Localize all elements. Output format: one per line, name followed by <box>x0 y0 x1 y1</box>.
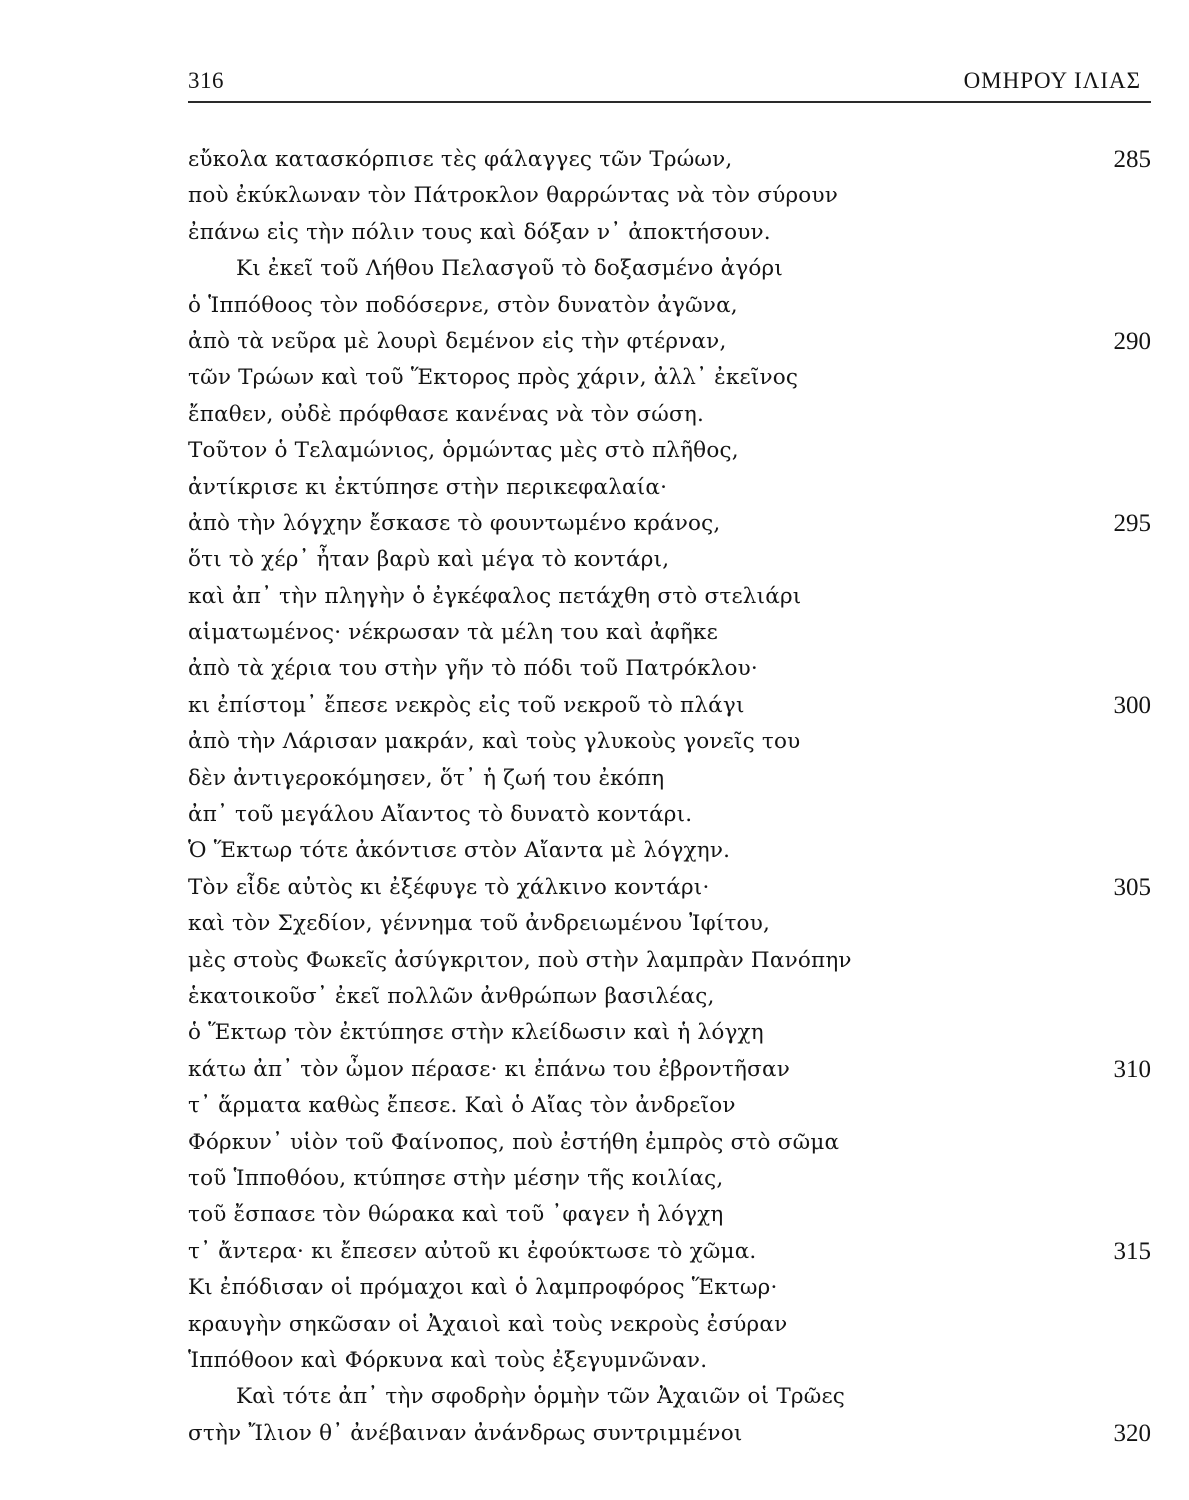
verse-text: Φόρκυν᾽ υἱὸν τοῦ Φαίνοπος, ποὺ ἐστήθη ἐμπρὸς στὸ σῶμα <box>188 1129 840 1155</box>
verse-text: Κι ἐκεῖ τοῦ Λήθου Πελασγοῦ τὸ δοξασμένο ἀγόρι <box>236 256 783 282</box>
verse-text: τοῦ Ἱπποθόου, κτύπησε στὴν μέσην τῆς κοιλίας, <box>188 1165 724 1191</box>
verse-line <box>188 651 1151 687</box>
verse-text: ὁ Ἱππόθοος τὸν ποδόσερνε, στὸν δυνατὸν ἀγῶνα, <box>188 292 738 318</box>
running-title: ΟΜΗΡΟΥ ΙΛΙΑΣ <box>963 68 1141 93</box>
verse-line <box>188 397 1151 433</box>
verse-line <box>188 1161 1151 1197</box>
verse-text: Ὁ Ἕκτωρ τότε ἀκόντισε στὸν Αἴαντα μὲ λόγχην. <box>188 838 731 864</box>
verse-text: τοῦ ἔσπασε τὸν θώρακα καὶ τοῦ ᾽φαγεν ἡ λόγχη <box>188 1202 724 1228</box>
verse-text: τ᾽ ἅρματα καθὼς ἔπεσε. Καὶ ὁ Αἴας τὸν ἀνδρεῖον <box>188 1093 736 1119</box>
verse-text: τ᾽ ἄντερα· κι ἔπεσεν αὐτοῦ κι ἐφούκτωσε τὸ χῶμα. <box>188 1238 757 1264</box>
verse-line <box>188 1379 1151 1415</box>
verse-line <box>188 1197 1151 1233</box>
verse-text: ὅτι τὸ χέρ᾽ ἦταν βαρὺ καὶ μέγα τὸ κοντάρι, <box>188 547 670 573</box>
verse-line <box>188 1052 1151 1088</box>
verse-line <box>188 1125 1151 1161</box>
verse-text: δὲν ἀντιγεροκόμησεν, ὅτ᾽ ἡ ζωή του ἐκόπη <box>188 765 665 791</box>
verse-line <box>188 724 1151 760</box>
verse-text: ἀντίκρισε κι ἐκτύπησε στὴν περικεφαλαία· <box>188 474 668 500</box>
verse-number: 315 <box>1113 1237 1151 1265</box>
verse-text: καὶ τὸν Σχεδίον, γέννημα τοῦ ἀνδρειωμένου Ἰφίτου, <box>188 911 770 937</box>
verse-line <box>188 906 1151 942</box>
verse-line <box>188 288 1151 324</box>
verse-number: 295 <box>1113 509 1151 537</box>
verse-text: ὁ Ἕκτωρ τὸν ἐκτύπησε στὴν κλείδωσιν καὶ ἡ λόγχη <box>188 1020 764 1046</box>
verse-number: 300 <box>1113 691 1151 719</box>
verse-text: κάτω ἀπ᾽ τὸν ὦμον πέρασε· κι ἐπάνω του ἐβροντῆσαν <box>188 1056 790 1082</box>
verse-line <box>188 142 1151 178</box>
verse-line <box>188 178 1151 214</box>
verse-text: ἔπαθεν, οὐδὲ πρόφθασε κανένας νὰ τὸν σώση. <box>188 401 705 427</box>
verse-line <box>188 579 1151 615</box>
verse-number: 305 <box>1113 873 1151 901</box>
verse-line <box>188 1234 1151 1270</box>
verse-line <box>188 797 1151 833</box>
verse-text: Τοῦτον ὁ Τελαμώνιος, ὁρμώντας μὲς στὸ πλῆθος, <box>188 438 739 464</box>
verse-line <box>188 615 1151 651</box>
verse-text: ἀπὸ τὰ χέρια του στὴν γῆν τὸ πόδι τοῦ Πατρόκλου· <box>188 656 758 682</box>
verse-text: Τὸν εἶδε αὐτὸς κι ἐξέφυγε τὸ χάλκινο κοντάρι· <box>188 874 710 900</box>
verse-line <box>188 979 1151 1015</box>
verse-text: ἀπ᾽ τοῦ μεγάλου Αἴαντος τὸ δυνατὸ κοντάρι. <box>188 802 693 828</box>
verse-text: ἀπὸ τὴν λόγχην ἔσκασε τὸ φουντωμένο κράνος, <box>188 510 721 536</box>
verse-number: 285 <box>1113 146 1151 173</box>
verse-text: τῶν Τρώων καὶ τοῦ Ἕκτορος πρὸς χάριν, ἀλλ᾽ ἐκεῖνος <box>188 365 799 391</box>
verse-text: στὴν Ἴλιον θ᾽ ἀνέβαιναν ἀνάνδρως συντριμμένοι <box>188 1420 743 1446</box>
verse-line <box>188 943 1151 979</box>
page-number: 316 <box>188 68 224 93</box>
verse-line <box>188 542 1151 578</box>
verse-line <box>188 1088 1151 1124</box>
page-header <box>188 68 1141 102</box>
verse-line <box>188 324 1151 360</box>
verse-text: ἀπὸ τὰ νεῦρα μὲ λουρὶ δεμένον εἰς τὴν φτέρναν, <box>188 328 727 354</box>
verse-line <box>188 1343 1151 1379</box>
verse-line <box>188 1270 1151 1306</box>
verse-line <box>188 870 1151 906</box>
verse-text: αἱματωμένος· νέκρωσαν τὰ μέλη του καὶ ἀφῆκε <box>188 620 718 646</box>
verse-line <box>188 688 1151 724</box>
verse-line <box>188 833 1151 869</box>
verse-block <box>188 142 1151 1452</box>
verse-line <box>188 470 1151 506</box>
verse-text: Καὶ τότε ἀπ᾽ τὴν σφοδρὴν ὁρμὴν τῶν Ἀχαιῶν οἱ Τρῶες <box>236 1384 846 1410</box>
verse-line <box>188 506 1151 542</box>
verse-line <box>188 433 1151 469</box>
header-rule <box>188 101 1151 103</box>
verse-text: κι ἐπίστομ᾽ ἔπεσε νεκρὸς εἰς τοῦ νεκροῦ τὸ πλάγι <box>188 692 745 718</box>
verse-line <box>188 1416 1151 1452</box>
verse-text: κραυγὴν σηκῶσαν οἱ Ἀχαιοὶ καὶ τοὺς νεκροὺς ἐσύραν <box>188 1311 788 1337</box>
verse-text: εὔκολα κατασκόρπισε τὲς φάλαγγες τῶν Τρώων, <box>188 147 733 172</box>
verse-text: μὲς στοὺς Φωκεῖς ἀσύγκριτον, ποὺ στὴν λαμπρὰν Πανόπην <box>188 947 852 973</box>
verse-text: ποὺ ἐκύκλωναν τὸν Πάτροκλον θαρρώντας νὰ τὸν σύρουν <box>188 183 838 209</box>
verse-line <box>188 360 1151 396</box>
verse-text: Κι ἐπόδισαν οἱ πρόμαχοι καὶ ὁ λαμπροφόρος Ἕκτωρ· <box>188 1275 778 1301</box>
verse-text: καὶ ἀπ᾽ τὴν πληγὴν ὁ ἐγκέφαλος πετάχθη στὸ στελιάρι <box>188 583 802 609</box>
verse-text: Ἱππόθοον καὶ Φόρκυνα καὶ τοὺς ἐξεγυμνῶναν. <box>188 1347 708 1373</box>
verse-line <box>188 1015 1151 1051</box>
verse-line <box>188 251 1151 287</box>
verse-text: ἑκατοικοῦσ᾽ ἐκεῖ πολλῶν ἀνθρώπων βασιλέας, <box>188 983 715 1009</box>
verse-text: ἐπάνω εἰς τὴν πόλιν τους καὶ δόξαν ν᾽ ἀποκτήσουν. <box>188 219 771 245</box>
verse-line <box>188 1307 1151 1343</box>
verse-number: 290 <box>1113 327 1151 355</box>
verse-number: 310 <box>1113 1055 1151 1083</box>
verse-number: 320 <box>1113 1419 1151 1447</box>
verse-text: ἀπὸ τὴν Λάρισαν μακράν, καὶ τοὺς γλυκοὺς γονεῖς του <box>188 729 801 755</box>
verse-line <box>188 761 1151 797</box>
verse-line <box>188 215 1151 251</box>
